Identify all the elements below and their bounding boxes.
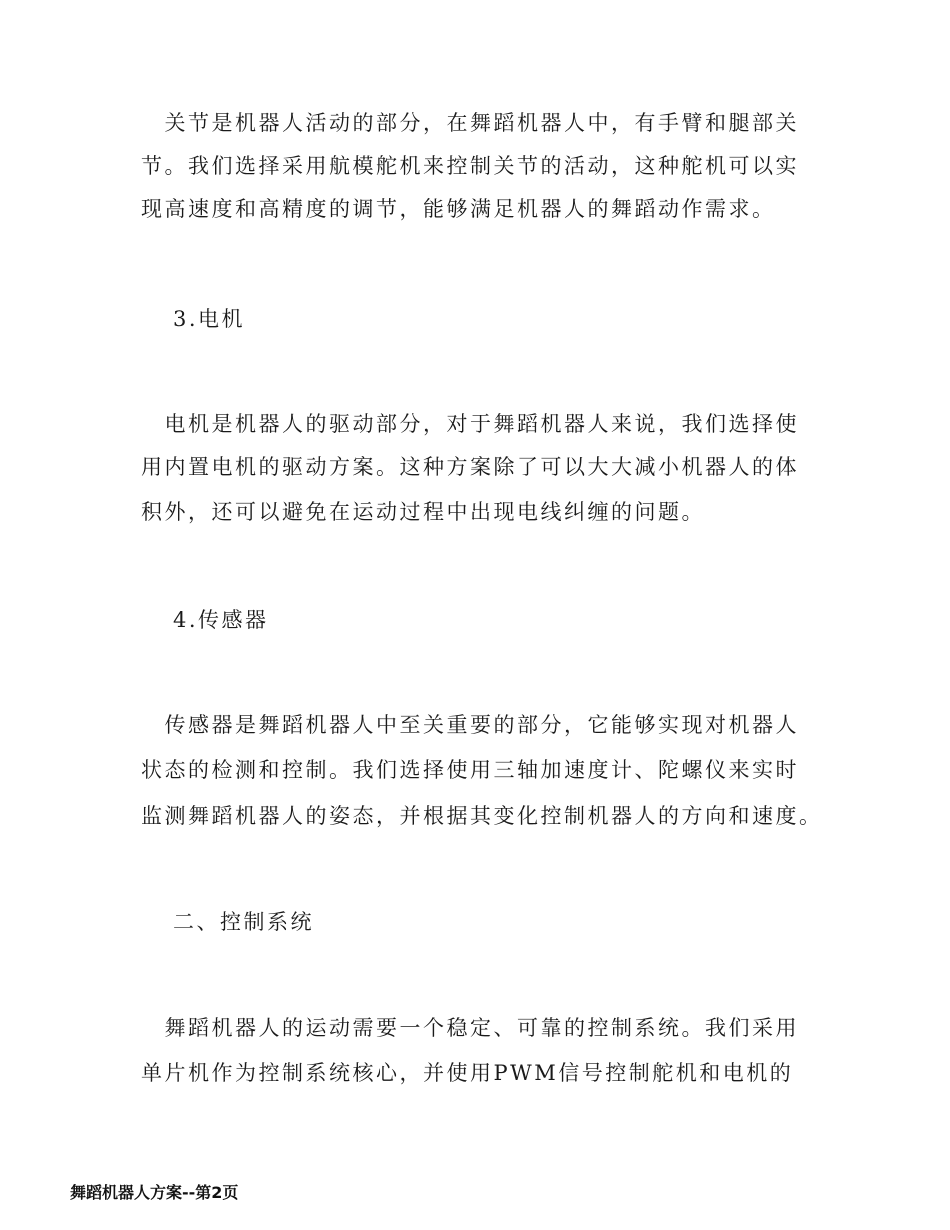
paragraph-control-line-2: 单片机作为控制系统核心，并使用PWM信号控制舵机和电机的 [141,1061,794,1085]
paragraph-control-line-1: 舞蹈机器人的运动需要一个稳定、可靠的控制系统。我们采用 [141,1016,799,1040]
paragraph-joints-line-3: 现高速度和高精度的调节，能够满足机器人的舞蹈动作需求。 [141,197,776,221]
paragraph-joints-line-1: 关节是机器人活动的部分，在舞蹈机器人中，有手臂和腿部关 [141,111,799,135]
heading-control-system: 二、控制系统 [173,910,314,934]
paragraph-sensor-line-2: 状态的检测和控制。我们选择使用三轴加速度计、陀螺仪来实时 [141,758,799,782]
heading-sensor: 4.传感器 [173,608,269,632]
paragraph-motor-line-2: 用内置电机的驱动方案。这种方案除了可以大大减小机器人的体 [141,455,799,479]
heading-motor: 3.电机 [173,307,246,331]
paragraph-sensor-line-3: 监测舞蹈机器人的姿态，并根据其变化控制机器人的方向和速度。 [141,804,823,828]
page-footer: 舞蹈机器人方案--第2页 [70,1183,239,1202]
paragraph-sensor-line-1: 传感器是舞蹈机器人中至关重要的部分，它能够实现对机器人 [141,713,799,737]
paragraph-motor-line-3: 积外，还可以避免在运动过程中出现电线纠缠的问题。 [141,500,705,524]
paragraph-joints-line-2: 节。我们选择采用航模舵机来控制关节的活动，这种舵机可以实 [141,154,799,178]
paragraph-motor-line-1: 电机是机器人的驱动部分，对于舞蹈机器人来说，我们选择使 [141,412,799,436]
